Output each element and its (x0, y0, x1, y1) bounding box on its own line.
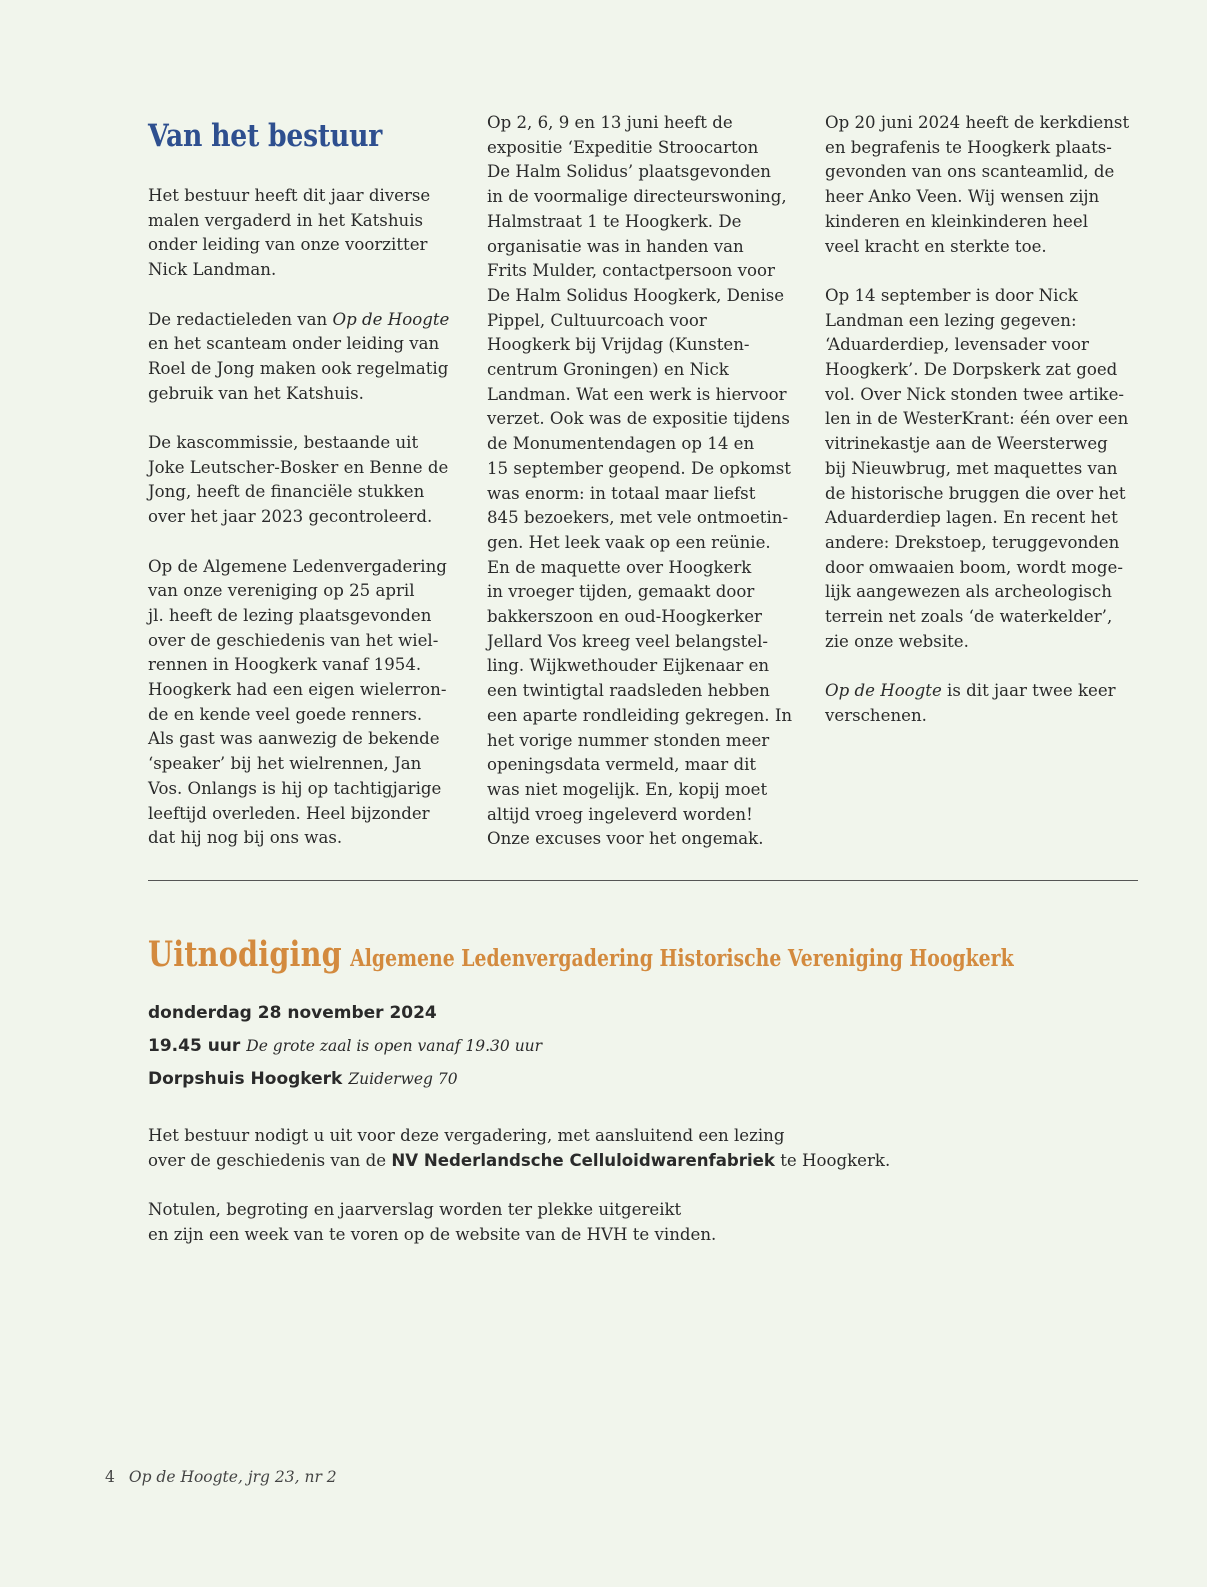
paragraph: Op de Algemene Ledenvergadering van onze vereniging op 25 april jl. heeft de lezing plaatsgevonden over de geschiedenis van het wiel- rennen in Hoogkerk vanaf 1954. Hoogkerk had een eigen wielerron- de en kende veel goede renners. Als gast was aanwezig de bekende ‘speaker’ bij het wielrennen, Jan Vos. Onlangs is hij op tachtigjarige leeftijd overleden. Heel bijzonder dat hij nog bij ons was. (148, 556, 447, 848)
invitation-details (148, 997, 542, 1096)
paragraph: Op 14 september is door Nick Landman een lezing gegeven: ‘Aduarderdiep, levensader voor Hoogkerk’. De Dorpskerk zat goed vol. Over Nick stonden twee artike- len in de WesterKrant: één over een vitrinekastje aan de Weersterweg bij Nieuwbrug, met maquettes van de historische bruggen die over het Aduarderdiep lagen. En recent het andere: Drekstoep, teruggevonden door omwaaien boom, wordt moge- lijk aangewezen als archeologisch terrein net zoals ‘de waterkelder’, zie onze website. (825, 285, 1129, 651)
column-2 (487, 111, 807, 877)
publication-name: Op de Hoogte (825, 681, 942, 701)
invitation-body (148, 1124, 890, 1272)
meeting-date-row (148, 997, 542, 1030)
publication-name: Op de Hoogte (332, 309, 450, 329)
paragraph: Het bestuur nodigt u uit voor deze vergadering, met aansluitend een lezing over de geschiedenis van de NV Nederlandsche Celluloidwarenfabriek te Hoogkerk. (148, 1126, 891, 1170)
paragraph: De kascommissie, bestaande uit Joke Leutscher-Bosker en Benne de Jong, heeft de financiële stukken over het jaar 2023 gecontroleerd. (148, 433, 449, 527)
paragraph: Op 2, 6, 9 en 13 juni heeft de expositie ‘Expeditie Stroocarton De Halm Solidus’ plaatsgevonden in de voormalige directeurswoning, Halmstraat 1 te Hoogkerk. De organisatie was in handen van Frits Mulder, contactpersoon voor De Halm Solidus Hoogkerk, Denise Pippel, Cultuurcoach voor Hoogkerk bij Vrijdag (Kunsten- centrum Groningen) en Nick Landman. Wat een werk is hiervoor verzet. Ook was de expositie tijdens de Monumentendagen op 14 en 15 september geopend. De opkomst was enorm: in totaal maar liefst 845 bezoekers, met vele ontmoetin- gen. Het leek vaak op een reünie. En de maquette over Hoogkerk in vroeger tijden, gemaakt door bakkerszoon en oud-Hoogkerker Jellard Vos kreeg veel belangstel- ling. Wijkwethouder Eijkenaar en een twintigtal raadsleden hebben een aparte rondleiding gekregen. In het vorige nummer stonden meer openingsdata vermeld, maar dit was niet mogelijk. En, kopij moet altijd vroeg ingeleverd worden! Onze excuses voor het ongemak. (487, 113, 793, 849)
invitation-title: Uitnodiging (148, 934, 342, 975)
invitation-subtitle: Algemene Ledenvergadering Historische Vereniging Hoogkerk (350, 945, 1014, 972)
meeting-time-note: De grote zaal is open vanaf 19.30 uur (246, 1037, 543, 1055)
meeting-venue-row (148, 1063, 542, 1096)
company-name: NV Nederlandsche Celluloidwarenfabriek (391, 1150, 775, 1170)
meeting-date: donderdag 28 november 2024 (148, 1003, 437, 1023)
issue-info: , jrg 23, nr 2 (237, 1468, 337, 1486)
meeting-address: Zuiderweg 70 (348, 1070, 458, 1088)
section-divider (148, 880, 1138, 881)
paragraph: Op de Hoogte is dit jaar twee keer verschenen. (825, 681, 1116, 725)
page-number: 4 (105, 1468, 115, 1486)
paragraph: Op 20 juni 2024 heeft de kerkdienst en begrafenis te Hoogkerk plaats- gevonden van ons scanteamlid, de heer Anko Veen. Wij wensen zijn kinderen en kleinkinderen heel veel kracht en sterkte toe. (825, 113, 1130, 256)
meeting-time: 19.45 uur (148, 1036, 241, 1056)
invitation-heading (148, 934, 1014, 975)
paragraph: De redactieleden van Op de Hoogte en het scanteam onder leiding van Roel de Jong maken ook regelmatig gebruik van het Katshuis. (148, 309, 450, 403)
paragraph: Het bestuur heeft dit jaar diverse malen vergaderd in het Katshuis onder leiding van onze voorzitter Nick Landman. (148, 186, 431, 280)
column-1 (148, 184, 468, 876)
column-3 (825, 111, 1145, 753)
meeting-venue: Dorpshuis Hoogkerk (148, 1069, 343, 1089)
meeting-time-row (148, 1030, 542, 1063)
publication-name: Op de Hoogte (128, 1468, 238, 1486)
page-footer (105, 1468, 337, 1486)
paragraph: Notulen, begroting en jaarverslag worden ter plekke uitgereikt en zijn een week van te voren op de website van de HVH te vinden. (148, 1200, 717, 1244)
section-title: Van het bestuur (148, 118, 383, 154)
